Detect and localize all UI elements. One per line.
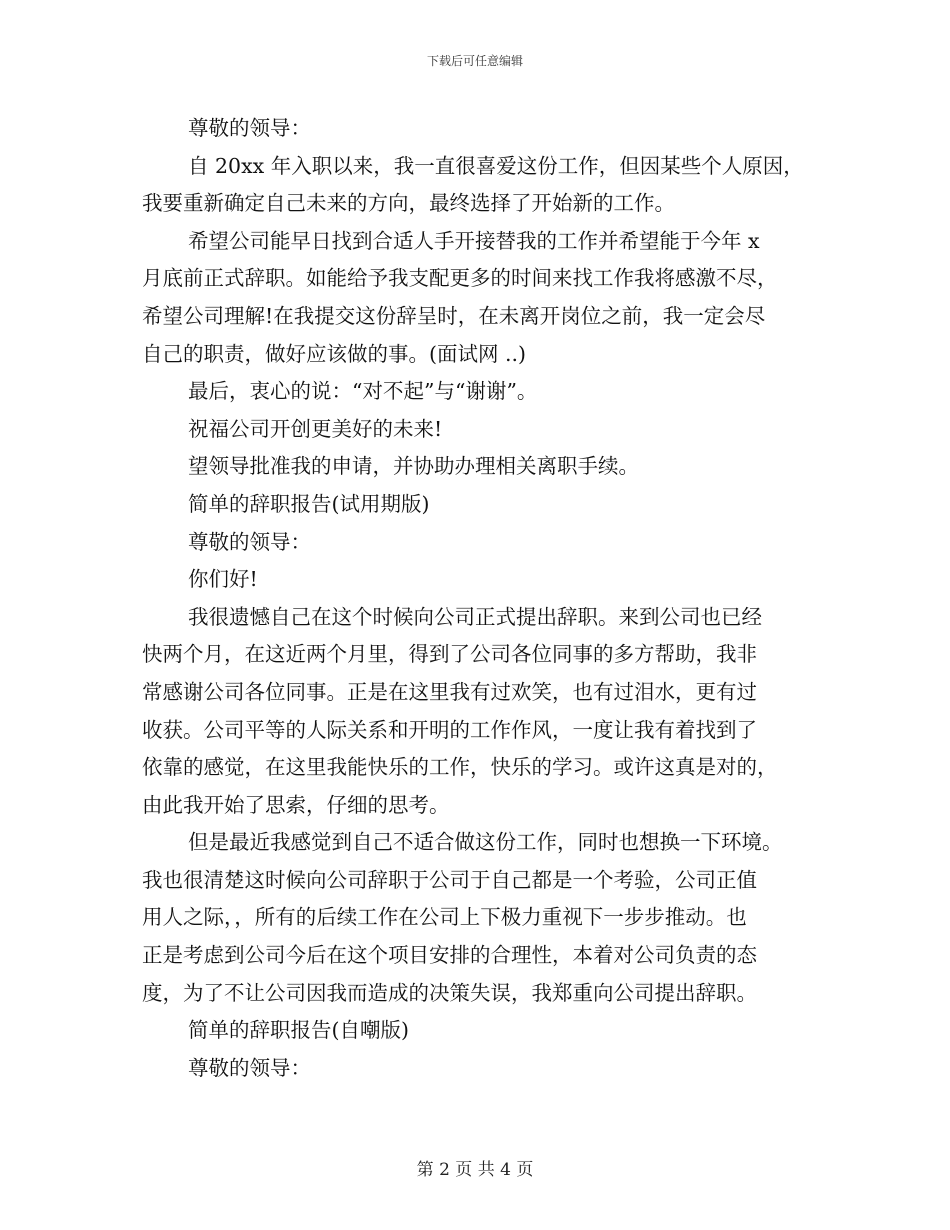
text-line: 月底前正式辞职。如能给予我支配更多的时间来找工作我将感激不尽，: [142, 266, 778, 291]
text-line: 我也很清楚这时候向公司辞职于公司于自己都是一个考验，公司正值: [142, 867, 757, 892]
text-line: 由此我开始了思索，仔细的思考。: [142, 792, 450, 817]
text-line: 希望公司理解!在我提交这份辞呈时，在未离开岗位之前，我一定会尽: [142, 303, 766, 328]
text-line: 简单的辞职报告(试用期版): [188, 491, 430, 516]
text-line: 度，为了不让公司因我而造成的决策失误，我郑重向公司提出辞职。: [142, 980, 757, 1005]
text-line: 最后，衷心的说：“对不起”与“谢谢”。: [188, 379, 538, 404]
text-line: 祝福公司开创更美好的未来!: [188, 416, 443, 441]
text-line: 自 20xx 年入职以来，我一直很喜爱这份工作，但因某些个人原因，: [188, 153, 804, 178]
text-line: 望领导批准我的申请，并协助办理相关离职手续。: [188, 454, 639, 479]
text-line: 但是最近我感觉到自己不适合做这份工作，同时也想换一下环境。: [188, 830, 783, 855]
text-line: 自己的职责，做好应该做的事。(面试网 ..): [142, 341, 527, 366]
text-line: 简单的辞职报告(自嘲版): [188, 1018, 409, 1043]
text-line: 快两个月，在这近两个月里，得到了公司各位同事的多方帮助，我非: [142, 642, 757, 667]
text-line: 希望公司能早日找到合适人手开接替我的工作并希望能于今年 x: [188, 228, 760, 253]
text-line: 收获。公司平等的人际关系和开明的工作作风，一度让我有着找到了: [142, 717, 757, 742]
text-line: 正是考虑到公司今后在这个项目安排的合理性，本着对公司负责的态: [142, 943, 757, 968]
text-line: 我要重新确定自己未来的方向，最终选择了开始新的工作。: [142, 191, 675, 216]
text-line: 用人之际，，所有的后续工作在公司上下极力重视下一步步推动。也: [142, 905, 747, 930]
text-line: 尊敬的领导：: [188, 116, 311, 140]
text-line: 依靠的感觉，在这里我能快乐的工作，快乐的学习。或许这真是对的，: [142, 755, 778, 780]
text-line: 我很遗憾自己在这个时候向公司正式提出辞职。来到公司也已经: [188, 604, 762, 629]
text-line: 尊敬的领导：: [188, 1055, 311, 1080]
text-line: 你们好!: [188, 567, 258, 592]
document-body: [142, 110, 818, 1087]
text-line: 尊敬的领导：: [188, 529, 311, 554]
text-line: 常感谢公司各位同事。正是在这里我有过欢笑，也有过泪水，更有过: [142, 679, 757, 704]
page-header-note: 下载后可任意编辑: [426, 54, 523, 68]
page-number: 第 2 页 共 4 页: [416, 1160, 534, 1180]
